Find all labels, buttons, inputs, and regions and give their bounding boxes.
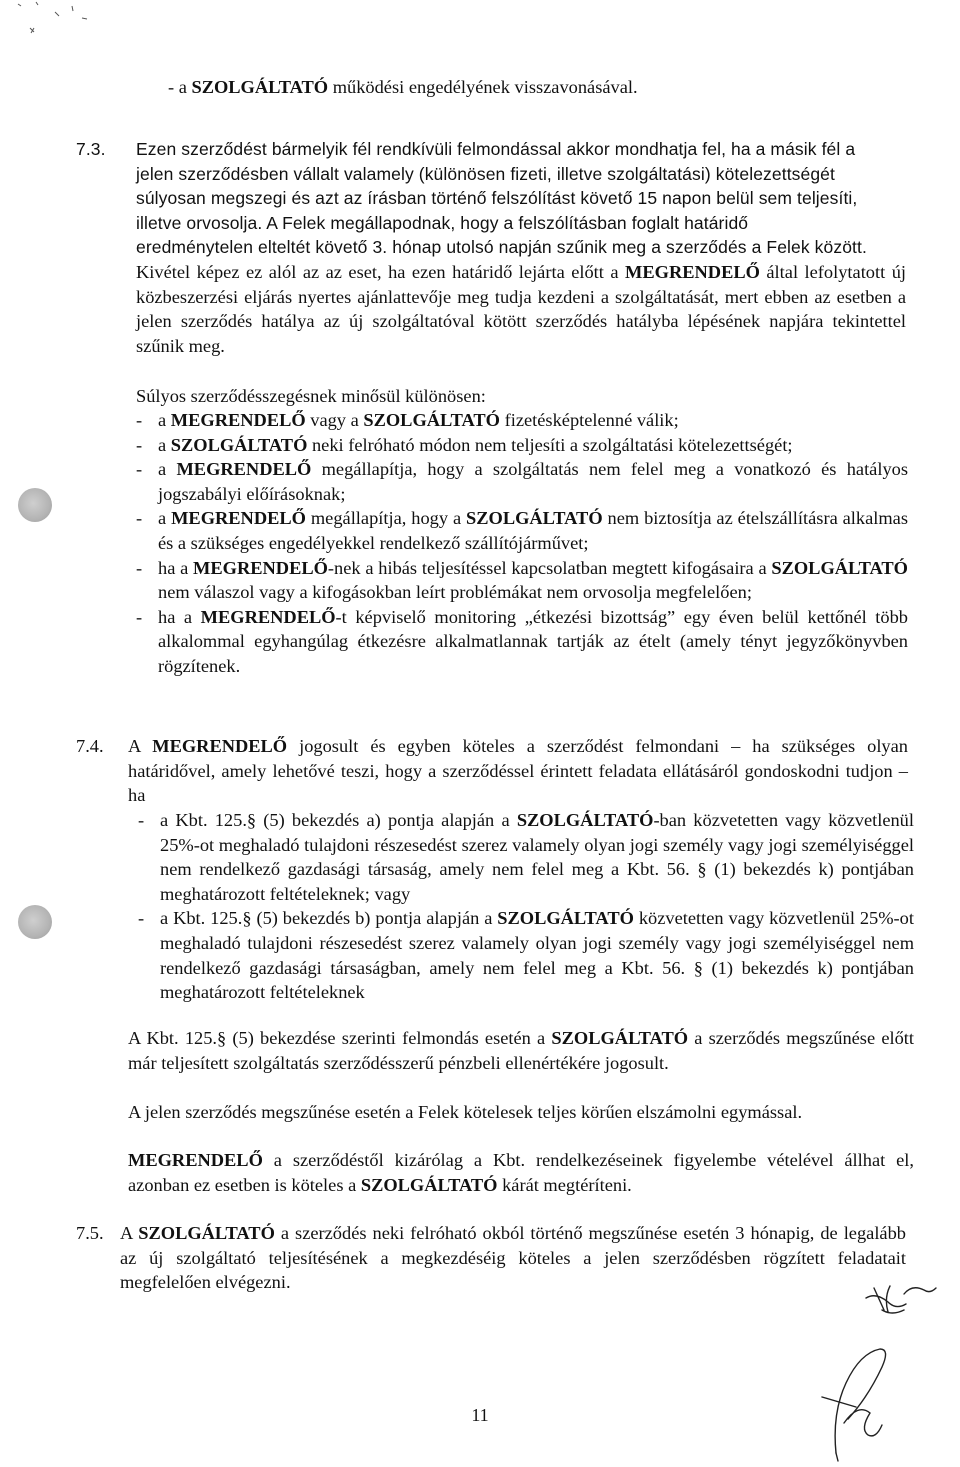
section-7-4-paragraph-2: A jelen szerződés megszűnése esetén a Felek kötelesek teljes körűen elszámolni egymással. (128, 1102, 803, 1122)
section-7-3-text (136, 137, 904, 260)
section-7-4-paragraph-1: A Kbt. 125.§ (5) bekezdése szerinti felmondás esetén a SZOLGÁLTATÓ a szerződés megszűnése előtt már teljesített szolgáltatás szerződésszerű pénzbeli ellenértékére jogosult. (128, 1028, 915, 1073)
punch-hole (18, 905, 52, 939)
list-item: - a SZOLGÁLTATÓ neki felróható módon nem teljesíti a szolgáltatási kötelezettségét; (136, 434, 793, 455)
section-number-7-5: 7.5. (76, 1223, 104, 1243)
section-7-4-intro: A MEGRENDELŐ jogosult és egyben köteles a szerződést felmondani – ha szükséges olyan határidővel, amely lehetővé teszi, hogy a szerződéssel érintett feladata ellátásáról gondoskodni tudjon – ha (128, 736, 908, 806)
section-7-3-line: jelen szerződésben vállalt valamely (különösen fizeti, illetve szolgáltatási) kötelezettségét (136, 163, 835, 184)
punch-hole (18, 488, 52, 522)
section-7-3-line: illetve orvosolja. A Felek megállapodnak, hogy a felszólításban foglalt határidő (136, 212, 749, 233)
section-number-7-4: 7.4. (76, 736, 104, 756)
section-7-3-line: eredménytelen elteltét követő 3. hónap utolsó napján szűnik meg a szerződés a Felek között. (136, 237, 867, 258)
section-7-4-list (138, 808, 914, 1005)
section-7-3-exception: Kivétel képez ez alól az az eset, ha ezen határidő lejárta előtt a MEGRENDELŐ által lefolytatott új közbeszerzési eljárás nyertes ajánlattevője meg tudja kezdeni a szolgáltatását, mert ebben az esetben a jelen szerződés hatálya az új szolgáltatóval kötött szerződés hatályba lépésének napjára tekintettel szűnik meg. (136, 262, 906, 356)
section-7-4-paragraph-3: MEGRENDELŐ a szerződéstől kizárólag a Kbt. rendelkezéseinek figyelembe vételével állhat el, azonban ez esetben is köteles a SZOLGÁLTATÓ kárát megtéríteni. (128, 1150, 914, 1195)
page-number: 11 (471, 1405, 489, 1425)
list-item: - a Kbt. 125.§ (5) bekezdés a) pontja alapján a SZOLGÁLTATÓ-ban közvetetten vagy közvetlenül 25%-ot meghaladó tulajdoni részesedést szerez valamely olyan jogi személy vagy jogi személyiséggel nem rendelkező gazdasági társaság, amely nem felel meg a Kbt. 56. § (1) bekezdés k) pontjában meghatározott feltételeknek; vagy (138, 810, 914, 904)
section-7-3-line: Ezen szerződést bármelyik fél rendkívüli felmondással akkor mondhatja fel, ha a másik fél a (136, 139, 856, 159)
top-line: - a SZOLGÁLTATÓ működési engedélyének visszavonásával. (168, 77, 638, 97)
list-item: - a MEGRENDELŐ megállapítja, hogy a SZOLGÁLTATÓ nem biztosítja az ételszállításra alkalmas és a szükséges engedélyekkel rendelkező szállítójárművet; (136, 508, 908, 553)
section-7-5-text: A SZOLGÁLTATÓ a szerződés neki felróható okból történő megszűnése esetén 3 hónapig, de legalább az új szolgáltató teljesítésének a megkezdéséig köteles a jelen szerződésben rögzített feladatait megfelelően elvégezni. (120, 1223, 906, 1293)
list-item: - a Kbt. 125.§ (5) bekezdés b) pontja alapján a SZOLGÁLTATÓ közvetetten vagy közvetlenül 25%-ot meghaladó tulajdoni részesedést szerez valamely olyan jogi személy vagy jogi személyiséggel nem rendelkező gazdasági társaságban, amely nem felel meg a Kbt. 56. § (1) bekezdés k) pontjában meghatározott feltételeknek (138, 908, 914, 1003)
list-item: - a MEGRENDELŐ vagy a SZOLGÁLTATÓ fizetésképtelenné válik; (136, 410, 679, 430)
scan-speck-marks (0, 0, 110, 50)
list-item: - ha a MEGRENDELŐ-t képviselő monitoring „étkezési bizottság” egy éven belül kettőnél több alkalommal egyhangúlag étkezésre alkalmatlannak tartják az ételt (amely tényt jegyzőkönyvben rögzítenek. (136, 606, 909, 676)
section-number-7-3: 7.3. (76, 139, 106, 159)
handwritten-signature (808, 1335, 908, 1465)
section-7-3-line: súlyosan megszegi és azt az írásban történő felszólítást követő 15 napon belül sem teljesíti, (136, 188, 858, 209)
severe-breach-list (136, 408, 908, 679)
handwritten-initials (860, 1280, 940, 1340)
severe-breach-heading: Súlyos szerződésszegésnek minősül különösen: (136, 386, 486, 406)
list-item: - a MEGRENDELŐ megállapítja, hogy a szolgáltatás nem felel meg a vonatkozó és hatályos jogszabályi előírásoknak; (136, 459, 908, 504)
list-item: - ha a MEGRENDELŐ-nek a hibás teljesítéssel kapcsolatban megtett kifogásaira a SZOLGÁLTATÓ nem válaszol vagy a kifogásokban leírt problémákat nem orvosolja megfelelően; (136, 557, 908, 603)
